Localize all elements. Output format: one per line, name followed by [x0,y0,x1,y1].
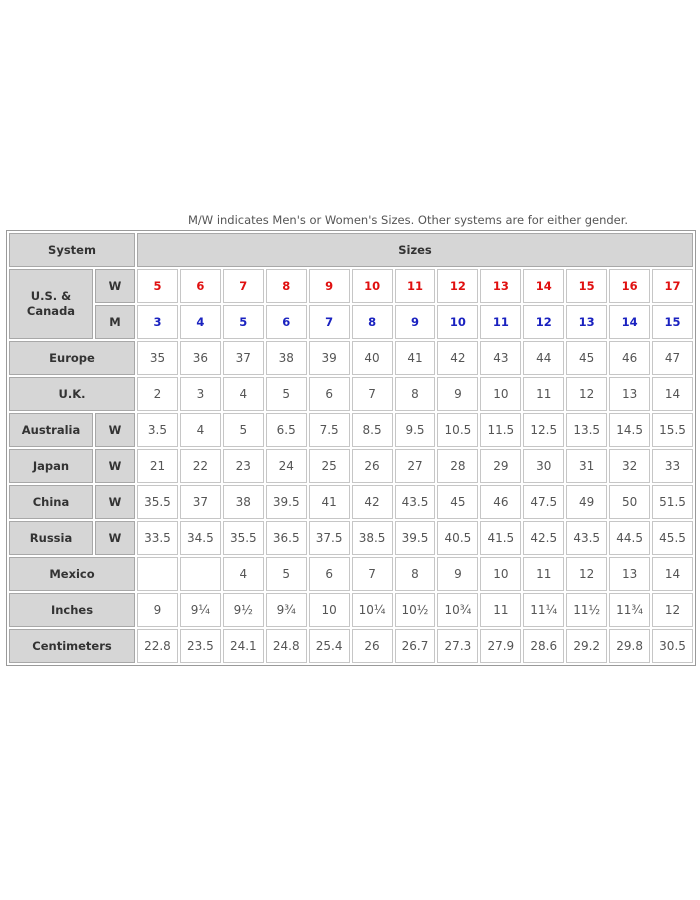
gender-note: M/W indicates Men's or Women's Sizes. Other systems are for either gender. [188,213,629,227]
size-cell: 6.5 [266,413,307,447]
row-label-inches: Inches [9,593,135,627]
size-cell: 11 [480,305,521,339]
size-cell: 38.5 [352,521,393,555]
size-cell: 37 [223,341,264,375]
size-cell: 29.8 [609,629,650,663]
size-cell: 13 [609,557,650,591]
size-cell: 22.8 [137,629,178,663]
size-cell: 32 [609,449,650,483]
row-label-australia: Australia [9,413,93,447]
size-cell: 27 [395,449,436,483]
size-cell: 47 [652,341,693,375]
size-cell: 11¼ [523,593,564,627]
size-cell: 27.3 [437,629,478,663]
size-cell: 14 [523,269,564,303]
size-cell: 8.5 [352,413,393,447]
size-cell: 5 [266,557,307,591]
table-row-inches [9,593,693,627]
size-cell: 7 [309,305,350,339]
size-cell: 10 [352,269,393,303]
gender-tag-men: M [95,305,135,339]
table-row-uk [9,377,693,411]
size-cell: 11¾ [609,593,650,627]
size-cell: 45.5 [652,521,693,555]
size-cell: 26.7 [395,629,436,663]
table-row-mexico [9,557,693,591]
size-cell: 28 [437,449,478,483]
size-cell: 41.5 [480,521,521,555]
size-cell: 24 [266,449,307,483]
size-cell: 45 [437,485,478,519]
table-row-japan [9,449,693,483]
size-cell: 28.6 [523,629,564,663]
size-cell [180,557,221,591]
size-cell: 12 [566,557,607,591]
size-cell: 11 [523,377,564,411]
size-cell: 22 [180,449,221,483]
gender-tag-women: W [95,413,135,447]
row-label-mexico: Mexico [9,557,135,591]
table-row-europe [9,341,693,375]
size-cell: 9 [309,269,350,303]
size-cell: 34.5 [180,521,221,555]
gender-tag-women: W [95,449,135,483]
size-cell: 15 [652,305,693,339]
size-cell: 10¼ [352,593,393,627]
size-cell: 25.4 [309,629,350,663]
gender-tag-women: W [95,521,135,555]
size-cell: 3 [137,305,178,339]
size-cell: 5 [137,269,178,303]
row-label-us-canada: U.S. & Canada [9,269,93,339]
size-cell: 4 [180,305,221,339]
size-cell: 30 [523,449,564,483]
size-cell: 6 [309,377,350,411]
size-cell: 11 [480,593,521,627]
size-cell: 46 [609,341,650,375]
size-cell: 4 [223,377,264,411]
size-cell: 14.5 [609,413,650,447]
size-cell: 27.9 [480,629,521,663]
size-cell: 7 [352,557,393,591]
size-cell: 40 [352,341,393,375]
row-label-europe: Europe [9,341,135,375]
size-cell: 47.5 [523,485,564,519]
size-cell: 11 [395,269,436,303]
size-cell: 2 [137,377,178,411]
size-cell: 10 [480,377,521,411]
size-cell: 26 [352,449,393,483]
size-cell: 7 [223,269,264,303]
size-cell: 42.5 [523,521,564,555]
size-cell: 8 [395,557,436,591]
size-cell: 39.5 [266,485,307,519]
size-cell: 14 [652,377,693,411]
size-cell: 10 [480,557,521,591]
size-cell: 30.5 [652,629,693,663]
size-cell: 35.5 [137,485,178,519]
size-cell: 14 [652,557,693,591]
size-cell: 9.5 [395,413,436,447]
size-cell: 41 [309,485,350,519]
size-cell: 5 [266,377,307,411]
size-cell: 12 [566,377,607,411]
size-cell: 9¾ [266,593,307,627]
size-cell: 38 [266,341,307,375]
size-cell: 23.5 [180,629,221,663]
size-cell: 10¾ [437,593,478,627]
size-cell: 26 [352,629,393,663]
size-cell: 15.5 [652,413,693,447]
size-cell: 29.2 [566,629,607,663]
size-cell: 36 [180,341,221,375]
table-row-centimeters [9,629,693,663]
size-cell: 13.5 [566,413,607,447]
gender-tag-women: W [95,485,135,519]
size-cell: 10 [309,593,350,627]
size-cell: 46 [480,485,521,519]
size-cell: 7.5 [309,413,350,447]
row-label-uk: U.K. [9,377,135,411]
size-cell: 33.5 [137,521,178,555]
size-cell: 13 [480,269,521,303]
size-cell: 9¼ [180,593,221,627]
table-row-us-men [9,305,693,339]
table-row-russia [9,521,693,555]
gender-tag-women: W [95,269,135,303]
size-cell: 10 [437,305,478,339]
row-label-centimeters: Centimeters [9,629,135,663]
table-header-row [9,233,693,267]
table-row-australia [9,413,693,447]
size-cell: 24.1 [223,629,264,663]
size-cell: 9 [437,377,478,411]
size-cell: 6 [180,269,221,303]
size-cell: 10½ [395,593,436,627]
size-cell: 4 [223,557,264,591]
size-cell: 8 [395,377,436,411]
size-cell: 3.5 [137,413,178,447]
size-cell: 49 [566,485,607,519]
system-header: System [9,233,135,267]
size-cell: 15 [566,269,607,303]
size-cell: 10.5 [437,413,478,447]
size-cell: 33 [652,449,693,483]
size-cell: 39 [309,341,350,375]
size-cell: 43.5 [395,485,436,519]
row-label-russia: Russia [9,521,93,555]
size-cell: 5 [223,413,264,447]
size-cell: 35.5 [223,521,264,555]
size-cell: 17 [652,269,693,303]
size-cell: 23 [223,449,264,483]
size-cell: 42 [352,485,393,519]
size-cell: 12.5 [523,413,564,447]
size-cell [137,557,178,591]
size-cell: 40.5 [437,521,478,555]
size-cell: 11½ [566,593,607,627]
size-cell: 14 [609,305,650,339]
row-label-china: China [9,485,93,519]
size-cell: 36.5 [266,521,307,555]
size-cell: 13 [566,305,607,339]
size-cell: 45 [566,341,607,375]
size-cell: 21 [137,449,178,483]
size-cell: 39.5 [395,521,436,555]
size-cell: 37.5 [309,521,350,555]
size-cell: 9 [437,557,478,591]
size-cell: 9½ [223,593,264,627]
size-cell: 13 [609,377,650,411]
size-cell: 29 [480,449,521,483]
size-cell: 41 [395,341,436,375]
size-cell: 5 [223,305,264,339]
size-cell: 38 [223,485,264,519]
size-cell: 4 [180,413,221,447]
size-cell: 9 [137,593,178,627]
size-cell: 43.5 [566,521,607,555]
size-cell: 44 [523,341,564,375]
size-cell: 24.8 [266,629,307,663]
size-cell: 44.5 [609,521,650,555]
size-cell: 37 [180,485,221,519]
size-cell: 11.5 [480,413,521,447]
size-cell: 50 [609,485,650,519]
table-row-china [9,485,693,519]
size-cell: 7 [352,377,393,411]
size-cell: 6 [309,557,350,591]
table-row-us-women [9,269,693,303]
size-cell: 16 [609,269,650,303]
size-cell: 42 [437,341,478,375]
size-cell: 8 [352,305,393,339]
size-cell: 12 [652,593,693,627]
size-cell: 12 [523,305,564,339]
size-cell: 6 [266,305,307,339]
size-cell: 25 [309,449,350,483]
row-label-japan: Japan [9,449,93,483]
size-conversion-table [6,230,696,666]
size-cell: 8 [266,269,307,303]
size-cell: 12 [437,269,478,303]
sizes-header: Sizes [137,233,693,267]
size-cell: 11 [523,557,564,591]
size-cell: 3 [180,377,221,411]
size-cell: 31 [566,449,607,483]
size-cell: 51.5 [652,485,693,519]
size-cell: 35 [137,341,178,375]
size-cell: 9 [395,305,436,339]
size-cell: 43 [480,341,521,375]
